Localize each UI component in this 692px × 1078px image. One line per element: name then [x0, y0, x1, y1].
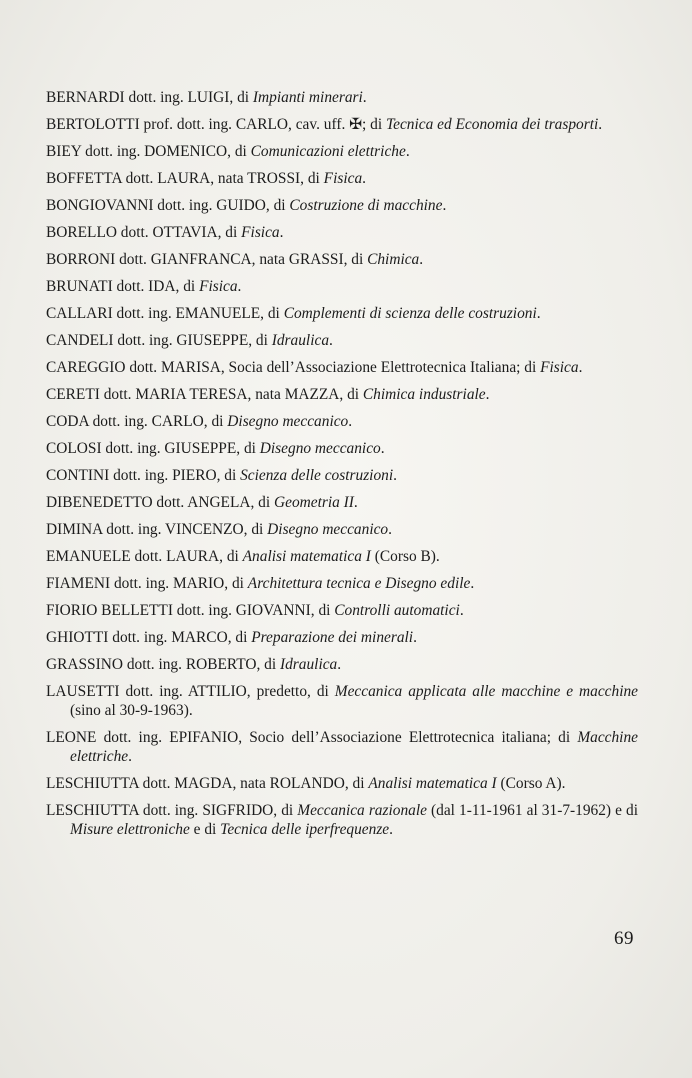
entry-suffix: e di — [189, 821, 221, 838]
entry-suffix: (sino al 30-9-1963). — [70, 702, 193, 719]
entry-suffix: . — [389, 821, 393, 838]
list-item — [46, 169, 638, 188]
entry-suffix: . — [128, 748, 132, 765]
entry-subject: Chimica industriale — [362, 386, 486, 403]
entry-name: BIEY dott. ing. DOMENICO, di — [46, 143, 251, 160]
entry-subject: Meccanica razionale — [297, 802, 427, 819]
entry-name: BERTOLOTTI prof. dott. ing. CARLO, cav. uff. ✠; di — [46, 116, 386, 133]
entry-suffix: . — [329, 332, 333, 349]
entry-suffix: (dal 1-11-1961 al 31-7-1962) e di — [426, 802, 638, 819]
entry-suffix: . — [598, 116, 603, 133]
entry-name: LESCHIUTTA dott. MAGDA, nata ROLANDO, di — [46, 775, 369, 792]
entry-subject: Disegno meccanico — [267, 521, 389, 538]
entry-name: LAUSETTI dott. ing. ATTILIO, predetto, di — [46, 683, 335, 700]
entry-subject: Fisica — [199, 278, 238, 295]
entry-subject: Idraulica — [279, 656, 338, 673]
entry-subject: Controlli automatici — [334, 602, 460, 619]
entry-suffix: . — [413, 629, 417, 646]
list-item — [46, 801, 638, 839]
list-item — [46, 88, 638, 107]
entry-suffix: . — [419, 251, 424, 268]
entry-subject: Disegno meccanico — [259, 440, 381, 457]
entry-name: LESCHIUTTA dott. ing. SIGFRIDO, di — [46, 802, 298, 819]
entry-suffix: . — [405, 143, 410, 160]
list-item — [46, 385, 638, 404]
list-item — [46, 682, 638, 720]
entry-subject: Geometria II — [274, 494, 354, 511]
entry-name: EMANUELE dott. LAURA, di — [46, 548, 243, 565]
entry-subject: Scienza delle costruzioni — [240, 467, 394, 484]
list-item — [46, 628, 638, 647]
list-item — [46, 728, 638, 766]
entry-subject: Comunicazioni elettriche — [250, 143, 406, 160]
list-item — [46, 439, 638, 458]
entry-name: BONGIOVANNI dott. ing. GUIDO, di — [46, 197, 290, 214]
entry-subject: Fisica — [241, 224, 280, 241]
entry-name: GHIOTTI dott. ing. MARCO, di — [46, 629, 252, 646]
list-item — [46, 774, 638, 793]
entry-suffix: . — [470, 575, 475, 592]
entry-name: BRUNATI dott. IDA, di — [46, 278, 200, 295]
entry-suffix: (Corso B). — [370, 548, 440, 565]
entry-name: CODA dott. ing. CARLO, di — [46, 413, 228, 430]
entry-subject: Tecnica ed Economia dei trasporti — [385, 116, 599, 133]
entry-suffix: (Corso A). — [496, 775, 566, 792]
entry-suffix: . — [337, 656, 342, 673]
entry-name: FIORIO BELLETTI dott. ing. GIOVANNI, di — [46, 602, 335, 619]
entry-subject: Complementi di scienza delle costruzioni — [283, 305, 537, 322]
list-item — [46, 493, 638, 512]
entry-name: CONTINI dott. ing. PIERO, di — [46, 467, 241, 484]
entry-suffix: . — [362, 170, 367, 187]
entry-name: CALLARI dott. ing. EMANUELE, di — [46, 305, 284, 322]
entry-suffix: . — [459, 602, 464, 619]
entry-name: FIAMENI dott. ing. MARIO, di — [46, 575, 248, 592]
entry-suffix: . — [353, 494, 358, 511]
entry-subject: Analisi matematica I — [368, 775, 497, 792]
entry-subject: Impianti minerari — [252, 89, 363, 106]
entry-subject: Misure elettroniche — [70, 821, 190, 838]
entry-name: CERETI dott. MARIA TERESA, nata MAZZA, di — [46, 386, 363, 403]
list-item — [46, 250, 638, 269]
entry-suffix: . — [348, 413, 353, 430]
entry-suffix: . — [237, 278, 242, 295]
entry-subject: Costruzione di macchine — [289, 197, 443, 214]
entry-suffix: . — [578, 359, 583, 376]
entry-name: GRASSINO dott. ing. ROBERTO, di — [46, 656, 280, 673]
list-item — [46, 115, 638, 134]
entry-name: COLOSI dott. ing. GIUSEPPE, di — [46, 440, 260, 457]
list-item — [46, 520, 638, 539]
entry-subject: Preparazione dei minerali — [251, 629, 414, 646]
list-item — [46, 196, 638, 215]
entry-name: DIBENEDETTO dott. ANGELA, di — [46, 494, 274, 511]
list-item — [46, 142, 638, 161]
list-item — [46, 358, 638, 377]
entry-name: BORELLO dott. OTTAVIA, di — [46, 224, 242, 241]
entry-suffix: . — [442, 197, 447, 214]
entry-suffix: . — [362, 89, 367, 106]
entry-suffix: . — [393, 467, 397, 484]
entry-name: CANDELI dott. ing. GIUSEPPE, di — [46, 332, 272, 349]
entry-subject: Idraulica — [271, 332, 330, 349]
entry-name: BORRONI dott. GIANFRANCA, nata GRASSI, di — [46, 251, 368, 268]
entry-subject: Tecnica delle iperfrequenze — [220, 821, 390, 838]
entry-suffix: . — [380, 440, 385, 457]
entry-name: LEONE dott. ing. EPIFANIO, Socio dell’Associazione Elettrotecnica italiana; di — [46, 729, 578, 746]
list-item — [46, 412, 638, 431]
entry-subject: Architettura tecnica e Disegno edile — [247, 575, 471, 592]
list-item — [46, 223, 638, 242]
entry-subject: Fisica — [323, 170, 363, 187]
page-number: 69 — [614, 928, 634, 949]
entry-subject: Analisi matematica I — [242, 548, 371, 565]
list-item — [46, 655, 638, 674]
entry-suffix: . — [388, 521, 392, 538]
entry-subject: Disegno meccanico — [227, 413, 349, 430]
entry-subject: Fisica — [540, 359, 579, 376]
entry-subject: Chimica — [367, 251, 420, 268]
entry-name: CAREGGIO dott. MARISA, Socia dell’Associazione Elettrotecnica Italiana; di — [46, 359, 541, 376]
list-item — [46, 304, 638, 323]
list-item — [46, 574, 638, 593]
faculty-list — [46, 88, 638, 847]
entry-name: BOFFETTA dott. LAURA, nata TROSSI, di — [46, 170, 324, 187]
list-item — [46, 277, 638, 296]
entry-suffix: . — [485, 386, 490, 403]
list-item — [46, 601, 638, 620]
entry-subject: Macchine elettriche — [70, 729, 638, 765]
entry-suffix: . — [536, 305, 541, 322]
entry-suffix: . — [279, 224, 284, 241]
list-item — [46, 466, 638, 485]
entry-subject: Meccanica applicata alle macchine e macchine — [334, 683, 638, 700]
list-item — [46, 331, 638, 350]
entry-name: BERNARDI dott. ing. LUIGI, di — [46, 89, 253, 106]
entry-name: DIMINA dott. ing. VINCENZO, di — [46, 521, 268, 538]
list-item — [46, 547, 638, 566]
